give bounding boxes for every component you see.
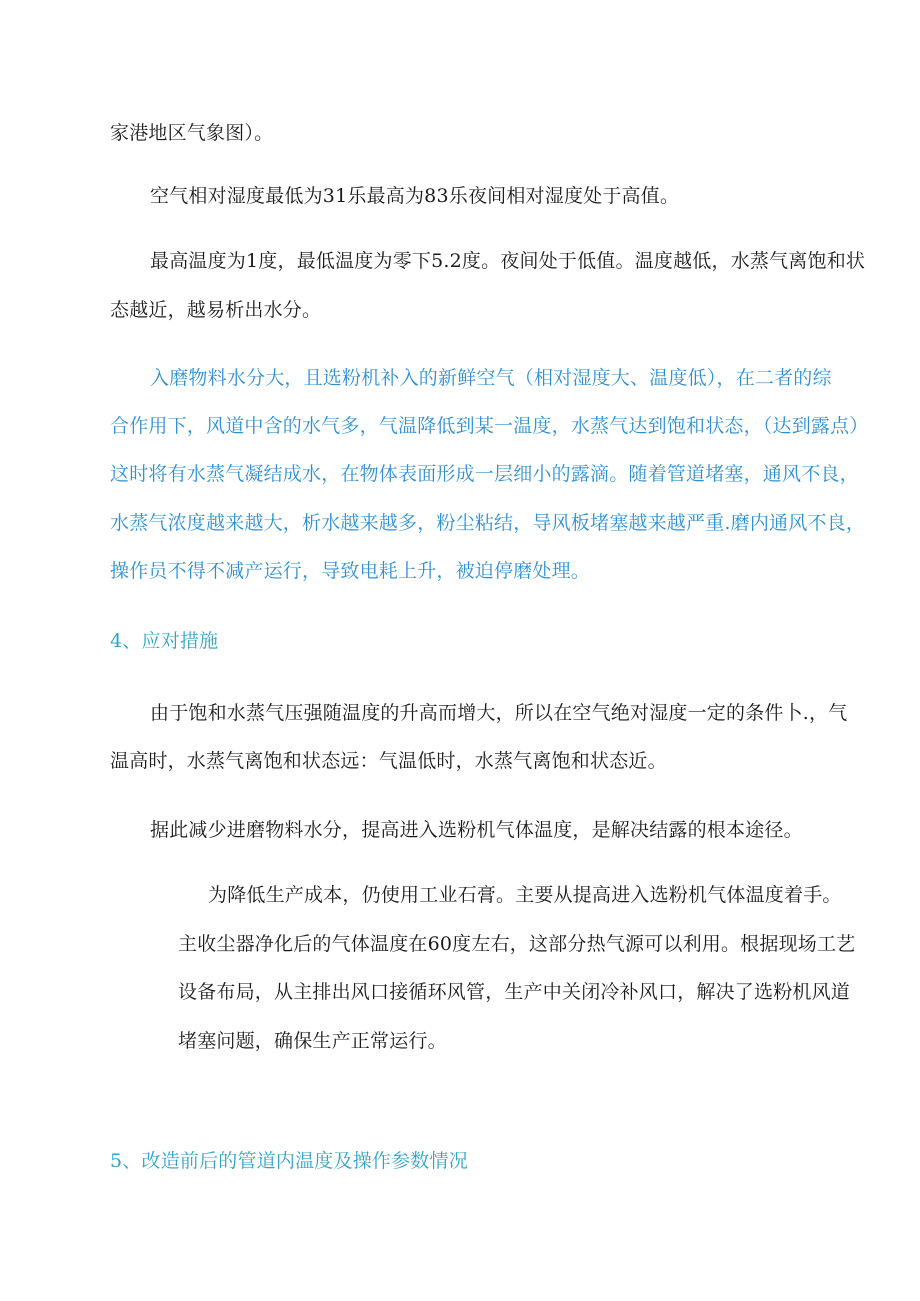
paragraph-line-highlight: 入磨物料水分大，且选粉机补入的新鲜空气（相对湿度大、温度低），在二者的综	[150, 367, 832, 389]
paragraph-line: 堵塞问题，确保生产正常运行。	[178, 1030, 447, 1052]
paragraph-line: 为降低生产成本，仍使用工业石膏。主要从提高进入选粉机气体温度着手。	[208, 884, 842, 906]
paragraph-line: 主收尘器净化后的气体温度在60度左右，这部分热气源可以利用。根据现场工艺	[178, 933, 856, 955]
paragraph-line: 态越近，越易析出水分。	[110, 299, 322, 321]
section-heading-5: 5、改造前后的管道内温度及操作参数情况	[110, 1150, 468, 1172]
paragraph-line: 最高温度为1度，最低温度为零下5.2度。夜间处于低值。温度越低，水蒸气离饱和状	[150, 250, 866, 272]
paragraph-line-highlight: 这时将有水蒸气凝结成水，在物体表面形成一层细小的露滴。随着管道堵塞，通风不良，	[110, 463, 859, 485]
paragraph-line-highlight: 水蒸气浓度越来越大，析水越来越多，粉尘粘结，导风板堵塞越来越严重.磨内通风不良，	[110, 512, 866, 534]
paragraph-line: 设备布局，从主排出风口接循环风管，生产中关闭冷补风口，解决了选粉机风道	[178, 981, 851, 1003]
paragraph-line-highlight: 合作用下，风道中含的水气多，气温降低到某一温度，水蒸气达到饱和状态，（达到露点）	[110, 415, 869, 437]
paragraph-line: 家港地区气象图）。	[110, 122, 274, 144]
paragraph-line: 据此减少进磨物料水分，提高进入选粉机气体温度，是解决结露的根本途径。	[150, 819, 803, 841]
paragraph-line: 由于饱和水蒸气压强随温度的升高而增大，所以在空气绝对湿度一定的条件卜.，气	[150, 702, 848, 724]
section-heading-4: 4、应对措施	[110, 630, 219, 652]
paragraph-line-highlight: 操作员不得不减产运行，导致电耗上升，被迫停磨处理。	[110, 560, 591, 582]
paragraph-line: 温高时，水蒸气离饱和状态远：气温低时，水蒸气离饱和状态近。	[110, 750, 667, 772]
paragraph-line: 空气相对湿度最低为31乐最高为83乐夜间相对湿度处于高值。	[150, 185, 680, 207]
